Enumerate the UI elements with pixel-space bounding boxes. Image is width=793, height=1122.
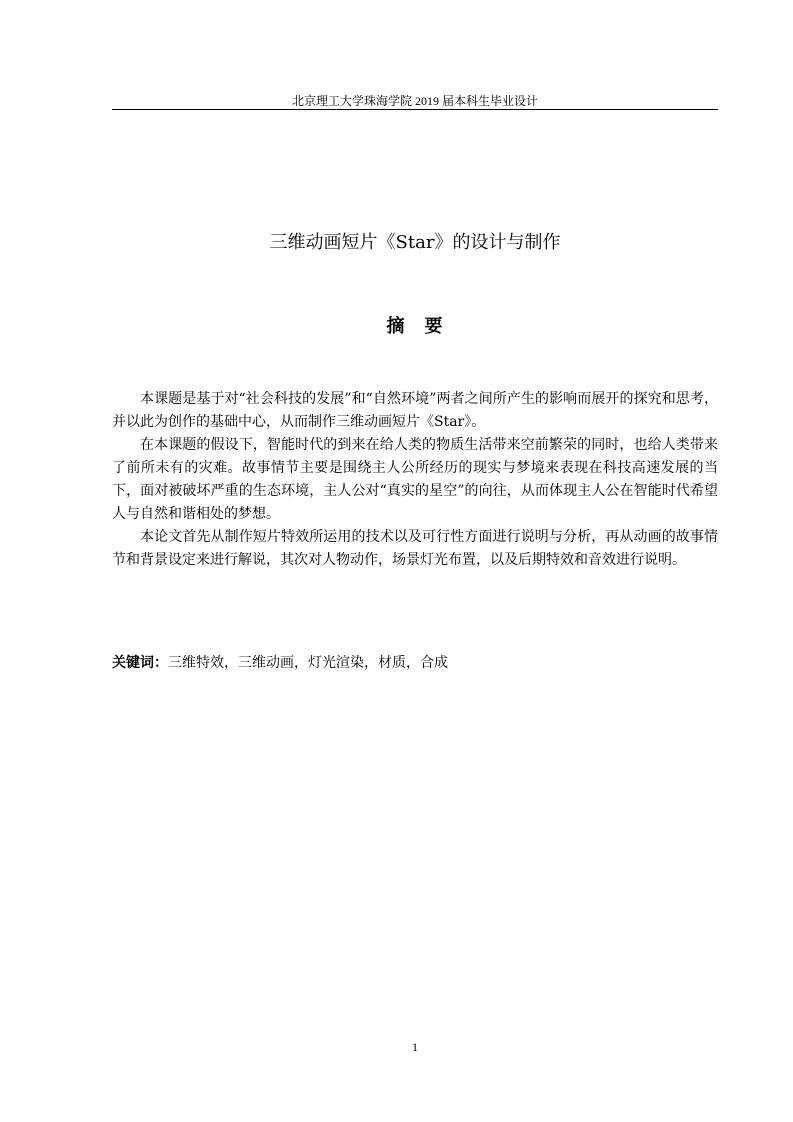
abstract-paragraph: 本论文首先从制作短片特效所运用的技术以及可行性方面进行说明与分析，再从动画的故事情节和背景设定来进行解说，其次对人物动作，场景灯光布置，以及后期特效和音效进行说明。	[112, 529, 718, 568]
abstract-heading: 摘 要	[386, 316, 444, 337]
keywords-text: 三维特效，三维动画，灯光渲染，材质，合成	[168, 655, 448, 671]
page-number: 1	[412, 1040, 418, 1054]
keywords-line	[112, 652, 718, 675]
header-rule	[112, 109, 718, 110]
keywords-label: 关键词：	[112, 655, 168, 671]
paper-title: 三维动画短片《Star》的设计与制作	[269, 232, 561, 253]
abstract-paragraph: 本课题是基于对“社会科技的发展”和“自然环境”两者之间所产生的影响而展开的探究和思考，并以此为创作的基础中心，从而制作三维动画短片《Star》。	[112, 391, 718, 430]
running-header: 北京理工大学珠海学院 2019 届本科生毕业设计	[291, 94, 538, 108]
abstract-paragraph: 在本课题的假设下，智能时代的到来在给人类的物质生活带来空前繁荣的同时，也给人类带来了前所未有的灾难。故事情节主要是围绕主人公所经历的现实与梦境来表现在科技高速发展的当下，面对被破坏严重的生态环境，主人公对“真实的星空”的向往，从而体现主人公在智能时代希望人与自然和谐相处的梦想。	[112, 437, 718, 522]
abstract-body	[112, 388, 718, 572]
